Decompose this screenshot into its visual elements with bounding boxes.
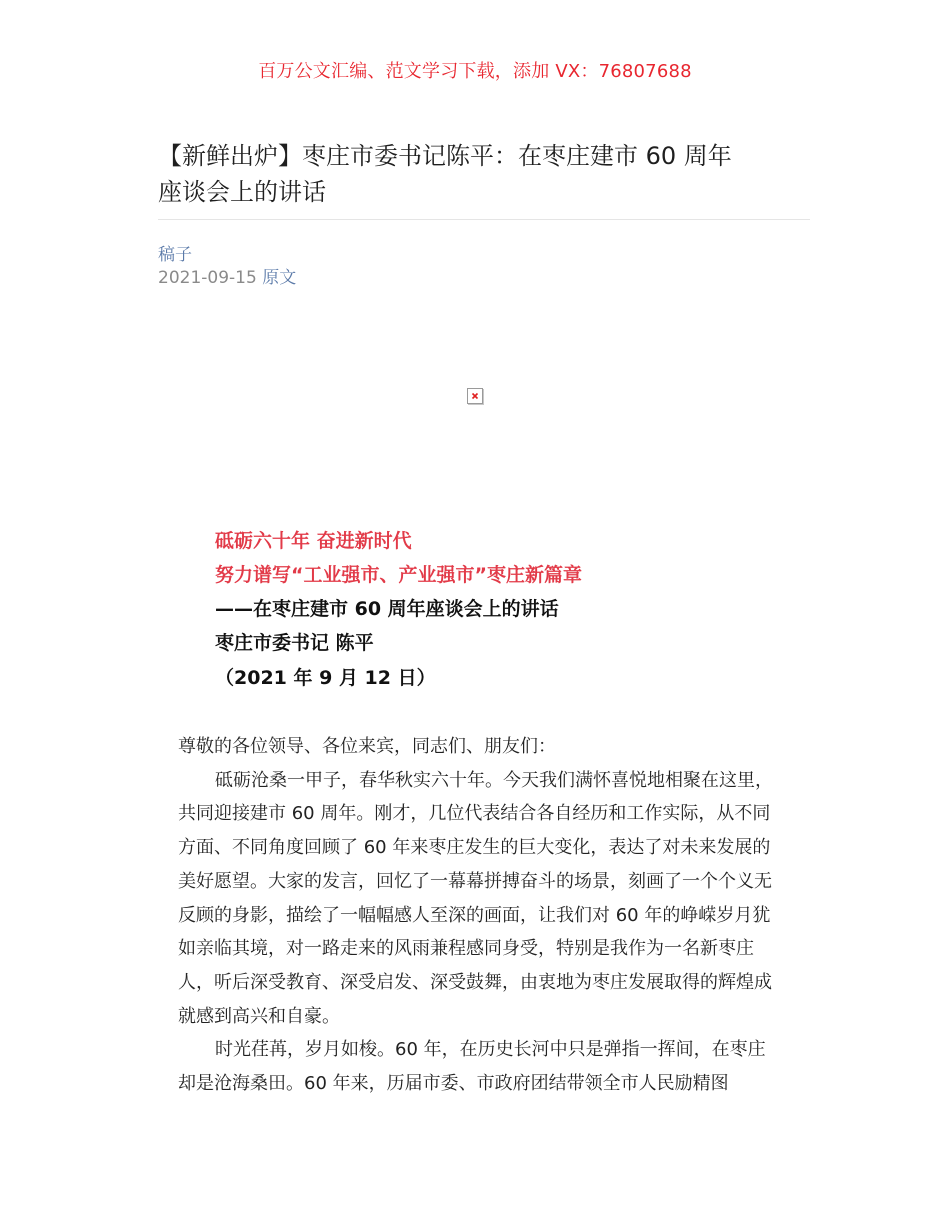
article-title-line: 【新鲜出炉】枣庄市委书记陈平：在枣庄建市 60 周年 (158, 142, 732, 170)
speech-heading-line: 努力谱写“工业强市、产业强市”枣庄新篇章 (215, 564, 582, 586)
author-link[interactable]: 稿子 (158, 245, 192, 265)
publish-date: 2021-09-15 (158, 268, 257, 288)
broken-image-icon (467, 388, 483, 404)
article-title-line: 座谈会上的讲话 (158, 178, 326, 206)
title-divider (158, 219, 810, 220)
speech-body (178, 730, 778, 1101)
article-meta (158, 263, 296, 288)
original-link[interactable]: 原文 (262, 268, 297, 288)
speech-subtitle: ——在枣庄建市 60 周年座谈会上的讲话 (215, 598, 559, 620)
promo-banner: 百万公文汇编、范文学习下载，添加 VX：76807688 (258, 61, 692, 82)
body-paragraph: 砥砺沧桑一甲子，春华秋实六十年。今天我们满怀喜悦地相聚在这里，共同迎接建市 60 周年。刚才，几位代表结合各自经历和工作实际，从不同方面、不同角度回顾了 60 年来枣庄发生的巨大变化，表达了对未来发展的美好愿望。大家的发言，回忆了一幕幕拼搏奋斗的场景，刻画了一个个义无反顾的身影，描绘了一幅幅感人至深的画面，让我们对 60 年的峥嵘岁月犹如亲临其境，对一路走来的风雨兼程感同身受，特别是我作为一名新枣庄人，听后深受教育、深受启发、深受鼓舞，由衷地为枣庄发展取得的辉煌成就感到高兴和自豪。 (178, 769, 773, 1027)
speech-date: （2021 年 9 月 12 日） (215, 667, 436, 689)
salutation: 尊敬的各位领导、各位来宾，同志们、朋友们： (178, 736, 556, 757)
speech-heading-line: 砥砺六十年 奋进新时代 (215, 530, 412, 552)
broken-image-x-icon (468, 389, 482, 403)
article-title (158, 138, 798, 210)
body-paragraph: 时光荏苒，岁月如梭。60 年，在历史长河中只是弹指一挥间，在枣庄却是沧海桑田。60 年来，历届市委、市政府团结带领全市人民励精图 (178, 1039, 766, 1095)
speaker-name: 枣庄市委书记 陈平 (215, 632, 374, 654)
